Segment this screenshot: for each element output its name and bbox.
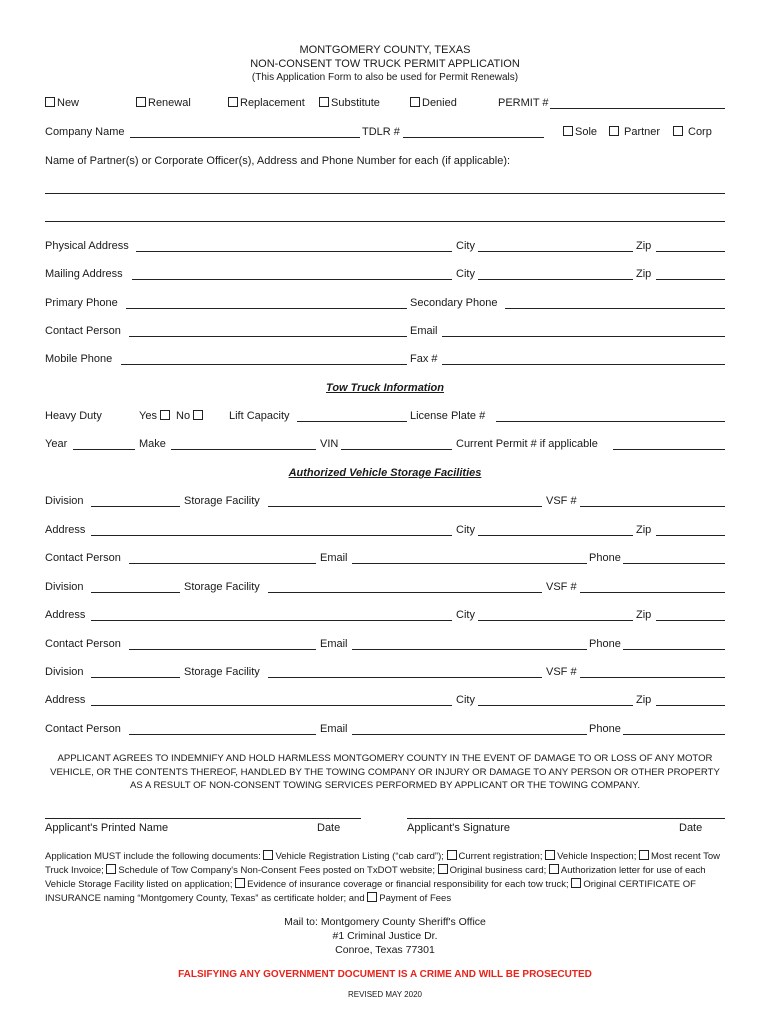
checkbox-doc[interactable] bbox=[571, 878, 581, 888]
partners-label: Name of Partner(s) or Corporate Officer(s), Address and Phone Number for each (if applicable): bbox=[45, 155, 511, 167]
facility-zip-label: Zip bbox=[636, 609, 652, 621]
primary-phone-field[interactable] bbox=[126, 296, 407, 309]
checkbox-doc[interactable] bbox=[639, 850, 649, 860]
partners-line-2[interactable] bbox=[45, 221, 725, 222]
facility-address-label: Address bbox=[45, 694, 86, 706]
checkbox-yes[interactable] bbox=[160, 410, 170, 420]
mail-to-line-3: Conroe, Texas 77301 bbox=[335, 944, 435, 956]
heavy-duty-label: Heavy Duty bbox=[45, 410, 102, 422]
email-field[interactable] bbox=[442, 324, 725, 337]
division-field[interactable] bbox=[91, 580, 180, 593]
facility-contact-label: Contact Person bbox=[45, 723, 121, 735]
facility-city-label: City bbox=[456, 694, 475, 706]
email-label: Email bbox=[410, 325, 438, 337]
facility-address-field[interactable] bbox=[91, 523, 452, 536]
partners-line-1[interactable] bbox=[45, 193, 725, 194]
option-no[interactable]: No bbox=[176, 410, 205, 422]
vsf-field[interactable] bbox=[580, 665, 725, 678]
checkbox-doc[interactable] bbox=[106, 864, 116, 874]
storage-facility-field[interactable] bbox=[268, 494, 542, 507]
physical-address-field[interactable] bbox=[136, 239, 452, 252]
mail-to-line-1: Mail to: Montgomery County Sheriff's Office bbox=[284, 916, 486, 928]
facility-email-field[interactable] bbox=[352, 637, 587, 650]
storage-facility-label: Storage Facility bbox=[184, 581, 260, 593]
facility-zip-field[interactable] bbox=[656, 523, 725, 536]
checkbox-denied[interactable] bbox=[410, 97, 420, 107]
tdlr-label: TDLR # bbox=[362, 126, 400, 138]
checkbox-replacement[interactable] bbox=[228, 97, 238, 107]
tow-truck-section-title: Tow Truck Information bbox=[326, 382, 444, 394]
vsf-field[interactable] bbox=[580, 580, 725, 593]
mobile-phone-label: Mobile Phone bbox=[45, 353, 113, 365]
facility-contact-field[interactable] bbox=[129, 551, 316, 564]
secondary-phone-label: Secondary Phone bbox=[410, 297, 498, 309]
facility-zip-field[interactable] bbox=[656, 693, 725, 706]
year-field[interactable] bbox=[73, 437, 135, 450]
facility-email-label: Email bbox=[320, 723, 348, 735]
checkbox-sole[interactable] bbox=[563, 126, 573, 136]
facility-contact-field[interactable] bbox=[129, 722, 316, 735]
applicant-signature-line[interactable] bbox=[407, 806, 725, 819]
printed-name-signature-line[interactable] bbox=[45, 806, 361, 819]
facility-email-field[interactable] bbox=[352, 551, 587, 564]
division-label: Division bbox=[45, 581, 84, 593]
contact-person-field[interactable] bbox=[129, 324, 407, 337]
mailing-address-label: Mailing Address bbox=[45, 268, 123, 280]
storage-section-title: Authorized Vehicle Storage Facilities bbox=[288, 467, 482, 479]
tdlr-field[interactable] bbox=[403, 125, 544, 138]
checkbox-doc[interactable] bbox=[438, 864, 448, 874]
facility-phone-label: Phone bbox=[589, 638, 621, 650]
option-new[interactable]: New bbox=[45, 97, 79, 109]
checkbox-corp[interactable] bbox=[673, 126, 683, 136]
indemnify-line-3: AS A RESULT OF NON-CONSENT TOWING SERVICES PERFORMED BY APPLICANT OR THE TOWING COMPANY. bbox=[130, 780, 640, 791]
facility-city-label: City bbox=[456, 609, 475, 621]
storage-facility-label: Storage Facility bbox=[184, 495, 260, 507]
mailing-city-field[interactable] bbox=[478, 267, 633, 280]
lift-capacity-field[interactable] bbox=[297, 409, 407, 422]
vin-label: VIN bbox=[320, 438, 339, 450]
permit-number-label: PERMIT # bbox=[498, 97, 549, 109]
applicant-signature-label: Applicant's Signature bbox=[407, 822, 510, 834]
vsf-label: VSF # bbox=[546, 495, 577, 507]
indemnify-line-2: VEHICLE, OR THE CONTENTS THEREOF, HANDLED BY THE TOWING COMPANY OR INJURY OR DAMAGE TO ANY PERSON OR OTHER PROPERTY bbox=[50, 767, 720, 778]
facility-address-label: Address bbox=[45, 609, 86, 621]
current-permit-label: Current Permit # if applicable bbox=[456, 438, 598, 450]
facility-city-field[interactable] bbox=[478, 608, 633, 621]
option-yes[interactable]: Yes bbox=[139, 410, 172, 422]
facility-address-field[interactable] bbox=[91, 693, 452, 706]
option-renewal[interactable]: Renewal bbox=[136, 97, 191, 109]
company-name-field[interactable] bbox=[130, 125, 360, 138]
zip-label: Zip bbox=[636, 240, 652, 252]
date-label-2: Date bbox=[679, 822, 703, 834]
checkbox-renewal[interactable] bbox=[136, 97, 146, 107]
make-field[interactable] bbox=[171, 437, 316, 450]
checkbox-doc[interactable] bbox=[447, 850, 457, 860]
checkbox-partner[interactable] bbox=[609, 126, 619, 136]
vsf-label: VSF # bbox=[546, 581, 577, 593]
facility-phone-field[interactable] bbox=[623, 551, 725, 564]
mail-to-line-2: #1 Criminal Justice Dr. bbox=[332, 930, 438, 942]
division-field[interactable] bbox=[91, 665, 180, 678]
company-name-label: Company Name bbox=[45, 126, 125, 138]
mailing-city-label: City bbox=[456, 268, 475, 280]
fax-field[interactable] bbox=[442, 352, 725, 365]
facility-contact-label: Contact Person bbox=[45, 638, 121, 650]
form-title: NON-CONSENT TOW TRUCK PERMIT APPLICATION bbox=[250, 58, 520, 70]
option-substitute[interactable]: Substitute bbox=[319, 97, 380, 109]
facility-zip-label: Zip bbox=[636, 694, 652, 706]
fax-label: Fax # bbox=[410, 353, 438, 365]
vin-field[interactable] bbox=[341, 437, 452, 450]
lift-capacity-label: Lift Capacity bbox=[229, 410, 290, 422]
mailing-address-field[interactable] bbox=[132, 267, 452, 280]
current-permit-field[interactable] bbox=[613, 437, 725, 450]
checkbox-new[interactable] bbox=[45, 97, 55, 107]
storage-facility-label: Storage Facility bbox=[184, 666, 260, 678]
checkbox-doc[interactable] bbox=[263, 850, 273, 860]
secondary-phone-field[interactable] bbox=[505, 296, 725, 309]
date-label: Date bbox=[317, 822, 341, 834]
make-label: Make bbox=[139, 438, 166, 450]
facility-email-label: Email bbox=[320, 552, 348, 564]
facility-city-label: City bbox=[456, 524, 475, 536]
indemnify-line-1: APPLICANT AGREES TO INDEMNIFY AND HOLD HARMLESS MONTGOMERY COUNTY IN THE EVENT OF DAMAGE TO OR LOSS OF ANY MOTOR bbox=[57, 753, 713, 764]
facility-email-label: Email bbox=[320, 638, 348, 650]
facility-zip-label: Zip bbox=[636, 524, 652, 536]
facility-phone-label: Phone bbox=[589, 723, 621, 735]
facility-contact-field[interactable] bbox=[129, 637, 316, 650]
mobile-phone-field[interactable] bbox=[121, 352, 407, 365]
option-sole[interactable]: Sole bbox=[563, 126, 597, 138]
option-corp[interactable]: Corp bbox=[673, 126, 712, 138]
option-partner[interactable]: Partner bbox=[609, 126, 660, 138]
contact-person-label: Contact Person bbox=[45, 325, 121, 337]
option-denied[interactable]: Denied bbox=[410, 97, 457, 109]
checkbox-doc[interactable] bbox=[549, 864, 559, 874]
form-subtitle: (This Application Form to also be used for Permit Renewals) bbox=[251, 72, 519, 83]
checkbox-no[interactable] bbox=[193, 410, 203, 420]
vsf-label: VSF # bbox=[546, 666, 577, 678]
revised-date: REVISED MAY 2020 bbox=[348, 990, 422, 999]
facility-address-field[interactable] bbox=[91, 608, 452, 621]
license-plate-field[interactable] bbox=[496, 409, 725, 422]
city-field[interactable] bbox=[478, 239, 633, 252]
checkbox-doc[interactable] bbox=[367, 892, 377, 902]
zip-field[interactable] bbox=[656, 239, 725, 252]
facility-phone-label: Phone bbox=[589, 552, 621, 564]
facility-contact-label: Contact Person bbox=[45, 552, 121, 564]
license-plate-label: License Plate # bbox=[410, 410, 486, 422]
division-label: Division bbox=[45, 495, 84, 507]
year-label: Year bbox=[45, 438, 68, 450]
required-documents: Application MUST include the following documents: Vehicle Registration Listing (“cab card”); Current registration; Vehicle Inspection; Most recent Tow Truck Invoice; Schedule of Tow Company's Non-Consent Fees posted on TxDOT website; Original business card; Authorization letter for use of each Vehicle Storage Facility listed on application; Evidence of insurance coverage or financial responsibility for each tow truck; Original CERTIFICATE OF INSURANCE naming “Montgomery County, Texas” as certificate holder; and Payment of Fees bbox=[45, 851, 720, 904]
printed-name-label: Applicant's Printed Name bbox=[45, 822, 169, 834]
mailing-zip-field[interactable] bbox=[656, 267, 725, 280]
falsifying-warning: FALSIFYING ANY GOVERNMENT DOCUMENT IS A CRIME AND WILL BE PROSECUTED bbox=[178, 969, 592, 980]
facility-phone-field[interactable] bbox=[623, 637, 725, 650]
vsf-field[interactable] bbox=[580, 494, 725, 507]
division-field[interactable] bbox=[91, 494, 180, 507]
facility-phone-field[interactable] bbox=[623, 722, 725, 735]
checkbox-doc[interactable] bbox=[235, 878, 245, 888]
checkbox-substitute[interactable] bbox=[319, 97, 329, 107]
checkbox-doc[interactable] bbox=[545, 850, 555, 860]
facility-address-label: Address bbox=[45, 524, 86, 536]
storage-facility-field[interactable] bbox=[268, 665, 542, 678]
primary-phone-label: Primary Phone bbox=[45, 297, 118, 309]
city-label: City bbox=[456, 240, 475, 252]
physical-address-label: Physical Address bbox=[45, 240, 129, 252]
facility-city-field[interactable] bbox=[478, 523, 633, 536]
form-title-county: MONTGOMERY COUNTY, TEXAS bbox=[299, 44, 471, 56]
facility-city-field[interactable] bbox=[478, 693, 633, 706]
option-replacement[interactable]: Replacement bbox=[228, 97, 305, 109]
storage-facility-field[interactable] bbox=[268, 580, 542, 593]
facility-zip-field[interactable] bbox=[656, 608, 725, 621]
mailing-zip-label: Zip bbox=[636, 268, 652, 280]
division-label: Division bbox=[45, 666, 84, 678]
permit-number-field[interactable] bbox=[550, 96, 725, 109]
facility-email-field[interactable] bbox=[352, 722, 587, 735]
